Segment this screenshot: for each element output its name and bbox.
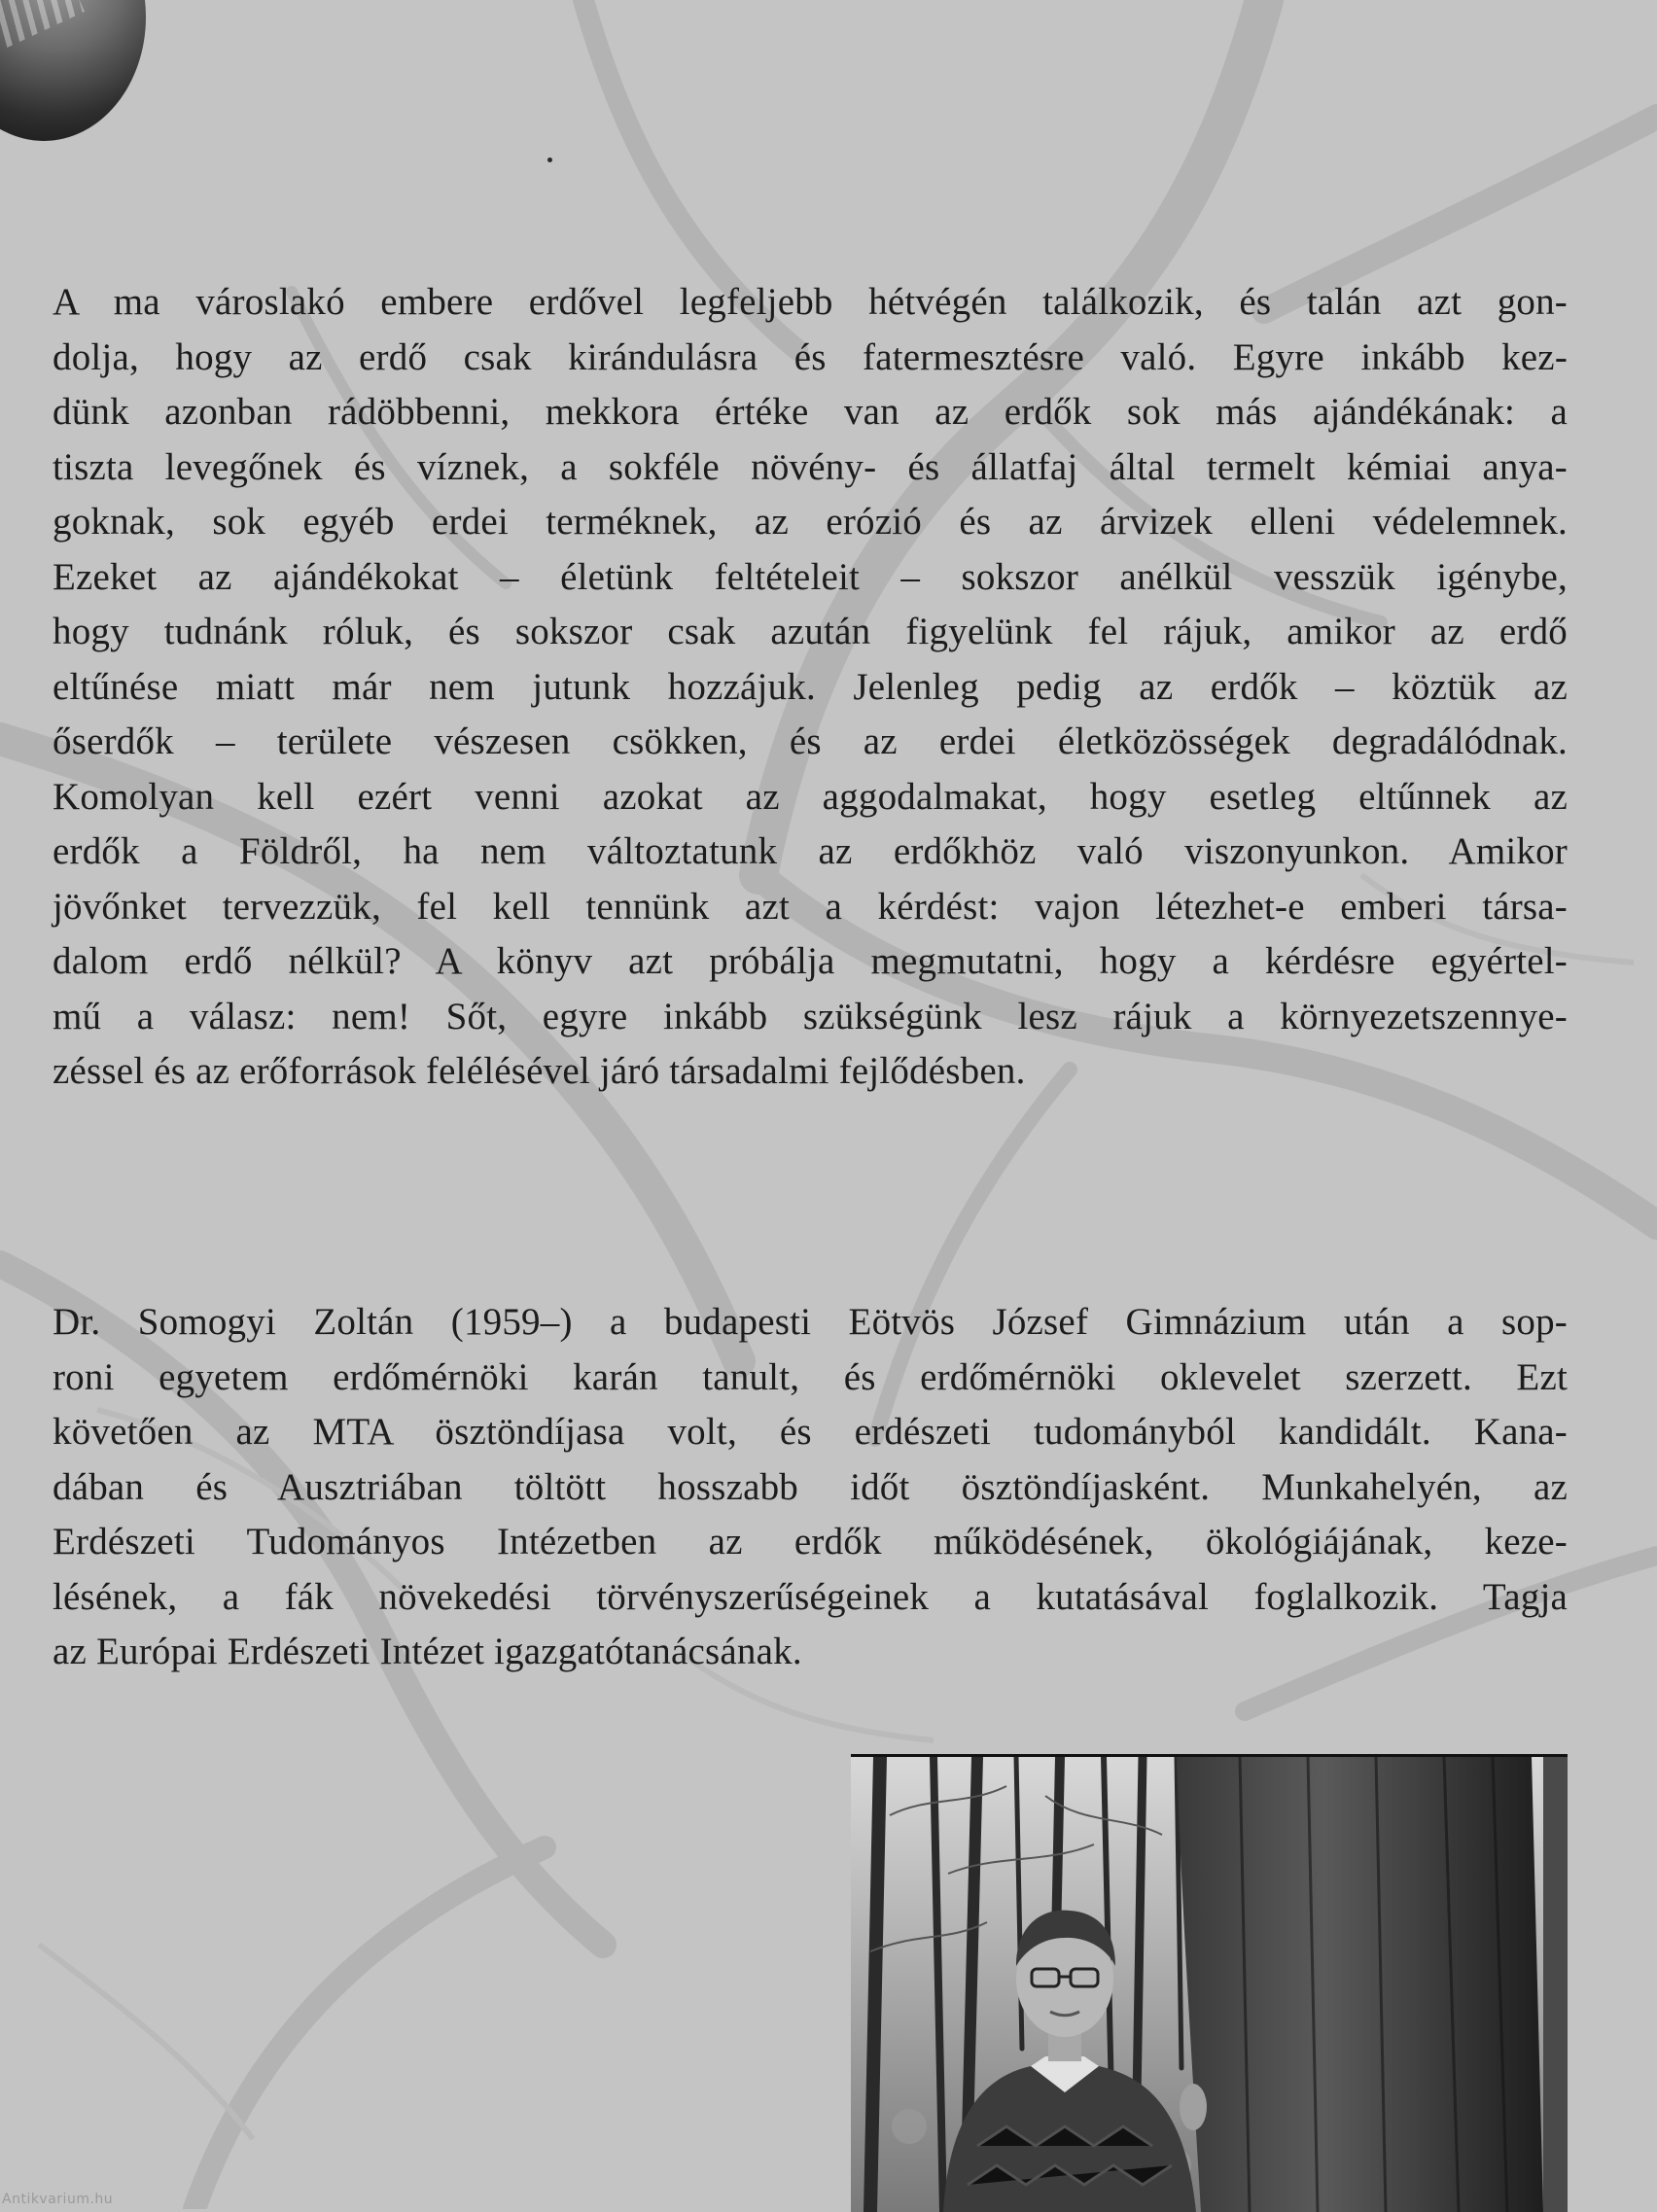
book-blurb [53, 275, 1568, 1100]
blurb-line: goknak, sok egyéb erdei terméknek, az erózió és az árvizek elleni védelemnek. [53, 501, 1568, 543]
blurb-line: zéssel és az erőforrások felélésével járó társadalmi fejlődésben. [53, 1050, 1026, 1092]
blurb-line: erdők a Földről, ha nem változtatunk az erdőkhöz való viszonyunkon. Amikor [53, 830, 1568, 872]
blurb-line: őserdők – területe vészesen csökken, és az erdei életközösségek degradálódnak. [53, 720, 1568, 762]
bio-line: követően az MTA ösztöndíjasa volt, és erdészeti tudományból kandidált. Kana- [53, 1411, 1568, 1453]
watermark: Antikvarium.hu [2, 2192, 114, 2207]
blurb-line: dünk azonban rádöbbenni, mekkora értéke van az erdők sok más ajándékának: a [53, 391, 1568, 433]
blurb-line: Komolyan kell ezért venni azokat az aggodalmakat, hogy esetleg eltűnnek az [53, 775, 1568, 818]
blurb-line: tiszta levegőnek és víznek, a sokféle növény- és állatfaj által termelt kémiai anya- [53, 445, 1568, 488]
bio-line: Erdészeti Tudományos Intézetben az erdők működésének, ökológiájának, keze- [53, 1521, 1568, 1562]
bio-line: roni egyetem erdőmérnöki karán tanult, és erdőmérnöki oklevelet szerzett. Ezt [53, 1355, 1568, 1398]
bio-line: az Európai Erdészeti Intézet igazgatótanácsának. [53, 1631, 802, 1672]
blurb-line: dalom erdő nélkül? A könyv azt próbálja megmutatni, hogy a kérdésre egyértel- [53, 940, 1568, 982]
bio-line: Dr. Somogyi Zoltán (1959–) a budapesti Eötvös József Gimnázium után a sop- [53, 1301, 1568, 1343]
blurb-line: dolja, hogy az erdő csak kirándulásra és fatermesztésre való. Egyre inkább kez- [53, 335, 1568, 378]
author-photo [851, 1754, 1568, 2212]
bio-line: dában és Ausztriában töltött hosszabb időt ösztöndíjasként. Munkahelyén, az [53, 1465, 1568, 1508]
author-biography [53, 1295, 1568, 1680]
blurb-line: jövőnket tervezzük, fel kell tennünk azt a kérdést: vajon létezhet-e emberi társa- [53, 885, 1568, 928]
blurb-line: mű a válasz: nem! Sőt, egyre inkább szükségünk lesz rájuk a környezetszennye- [53, 995, 1568, 1037]
print-speck [547, 158, 552, 162]
bio-line: lésének, a fák növekedési törvényszerűségeinek a kutatásával foglalkozik. Tagja [53, 1575, 1568, 1618]
blurb-line: eltűnése miatt már nem jutunk hozzájuk. Jelenleg pedig az erdők – köztük az [53, 665, 1568, 708]
blurb-line: hogy tudnánk róluk, és sokszor csak azután figyelünk fel rájuk, amikor az erdő [53, 611, 1568, 652]
blurb-line: A ma városlakó embere erdővel legfeljebb hétvégén találkozik, és talán azt gon- [53, 281, 1568, 323]
blurb-line: Ezeket az ajándékokat – életünk feltételeit – sokszor anélkül vesszük igénybe, [53, 555, 1568, 598]
